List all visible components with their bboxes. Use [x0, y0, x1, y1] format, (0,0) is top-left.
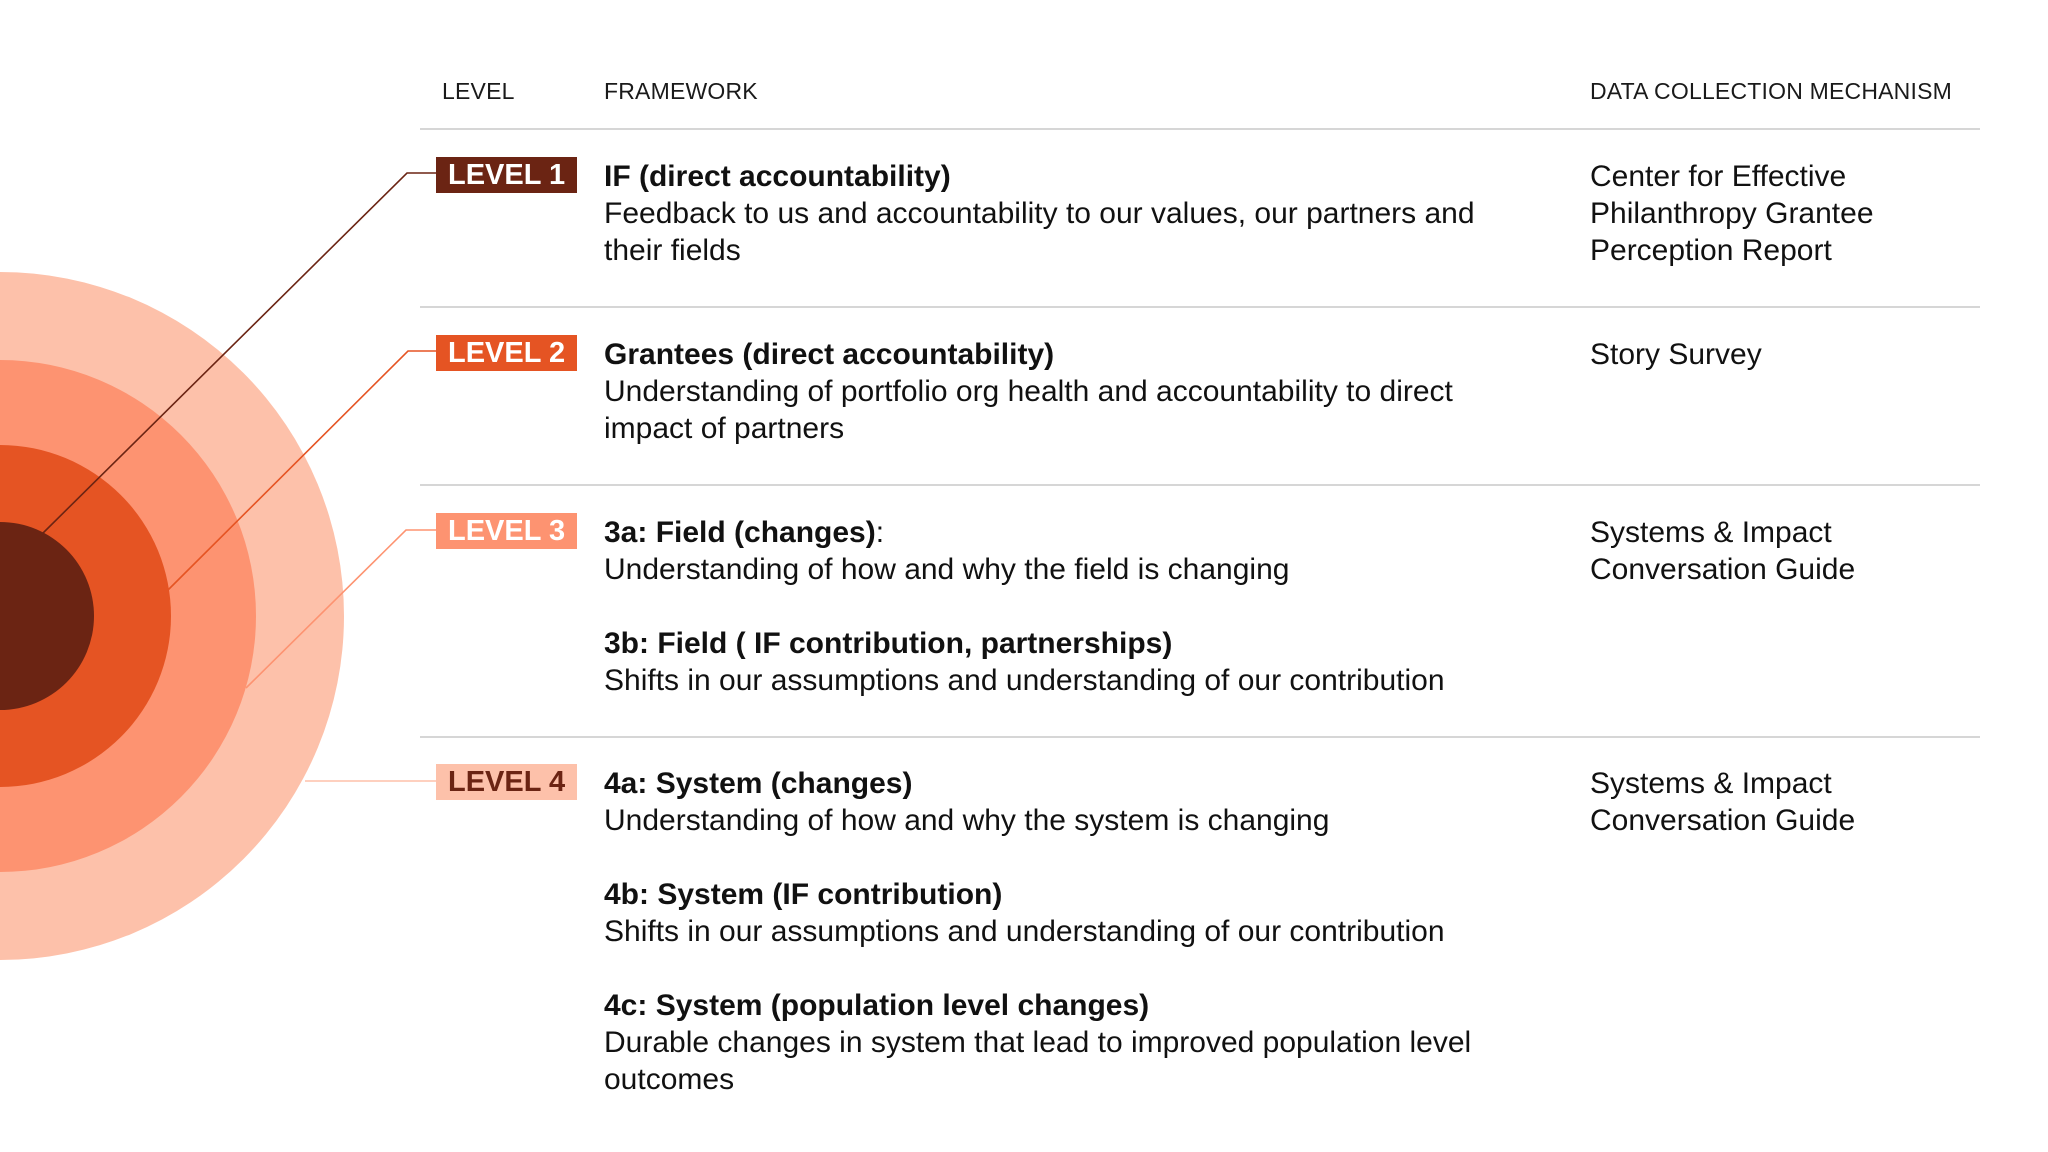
level-3-framework: [604, 514, 1534, 699]
spacer: [604, 839, 1534, 876]
level-2-framework-desc: Understanding of portfolio org health and accountability to direct impact of partners: [604, 375, 1453, 445]
level-4-badge: LEVEL 4: [436, 764, 577, 800]
level-2-mechanism: Story Survey: [1590, 338, 1762, 371]
level-1-badge: LEVEL 1: [436, 157, 577, 193]
level-4b-framework-title: 4b: System (IF contribution): [604, 878, 1003, 911]
level-3-badge: LEVEL 3: [436, 513, 577, 549]
level-1-framework-desc: Feedback to us and accountability to our values, our partners and their fields: [604, 197, 1475, 267]
level-1-framework-title: IF (direct accountability): [604, 160, 951, 193]
header-mechanism: DATA COLLECTION MECHANISM: [1590, 78, 1952, 104]
level-2-badge: LEVEL 2: [436, 335, 577, 371]
level-3a-framework-desc: Understanding of how and why the field is changing: [604, 553, 1290, 586]
row-divider-3: [420, 736, 1980, 738]
level-3b-framework-desc: Shifts in our assumptions and understanding of our contribution: [604, 664, 1445, 697]
header-divider: [420, 128, 1980, 130]
spacer: [604, 588, 1534, 625]
level-4b-framework-desc: Shifts in our assumptions and understanding of our contribution: [604, 915, 1445, 948]
level-2-framework: [604, 336, 1534, 447]
level-4a-framework-desc: Understanding of how and why the system is changing: [604, 804, 1330, 837]
level-3b-framework-title: 3b: Field ( IF contribution, partnerships): [604, 627, 1173, 660]
level-1-mechanism: Center for Effective Philanthropy Grantee Perception Report: [1590, 160, 1874, 267]
header-framework: FRAMEWORK: [604, 78, 758, 104]
level-3a-title-suffix: :: [875, 516, 885, 549]
row-divider-2: [420, 484, 1980, 486]
level-4-mechanism: Systems & Impact Conversation Guide: [1590, 767, 1856, 837]
level-1-framework: [604, 158, 1534, 269]
row-divider-1: [420, 306, 1980, 308]
level-4c-framework-title: 4c: System (population level changes): [604, 989, 1150, 1022]
level-4c-framework-desc: Durable changes in system that lead to improved population level outcomes: [604, 1026, 1472, 1096]
header-level: LEVEL: [442, 78, 515, 104]
level-3-mechanism: Systems & Impact Conversation Guide: [1590, 516, 1856, 586]
spacer: [604, 950, 1534, 987]
level-3a-framework-title: 3a: Field (changes):: [604, 516, 885, 549]
level-4a-framework-title: 4a: System (changes): [604, 767, 913, 800]
level-2-framework-title: Grantees (direct accountability): [604, 338, 1055, 371]
level-4-framework: [604, 765, 1534, 1098]
